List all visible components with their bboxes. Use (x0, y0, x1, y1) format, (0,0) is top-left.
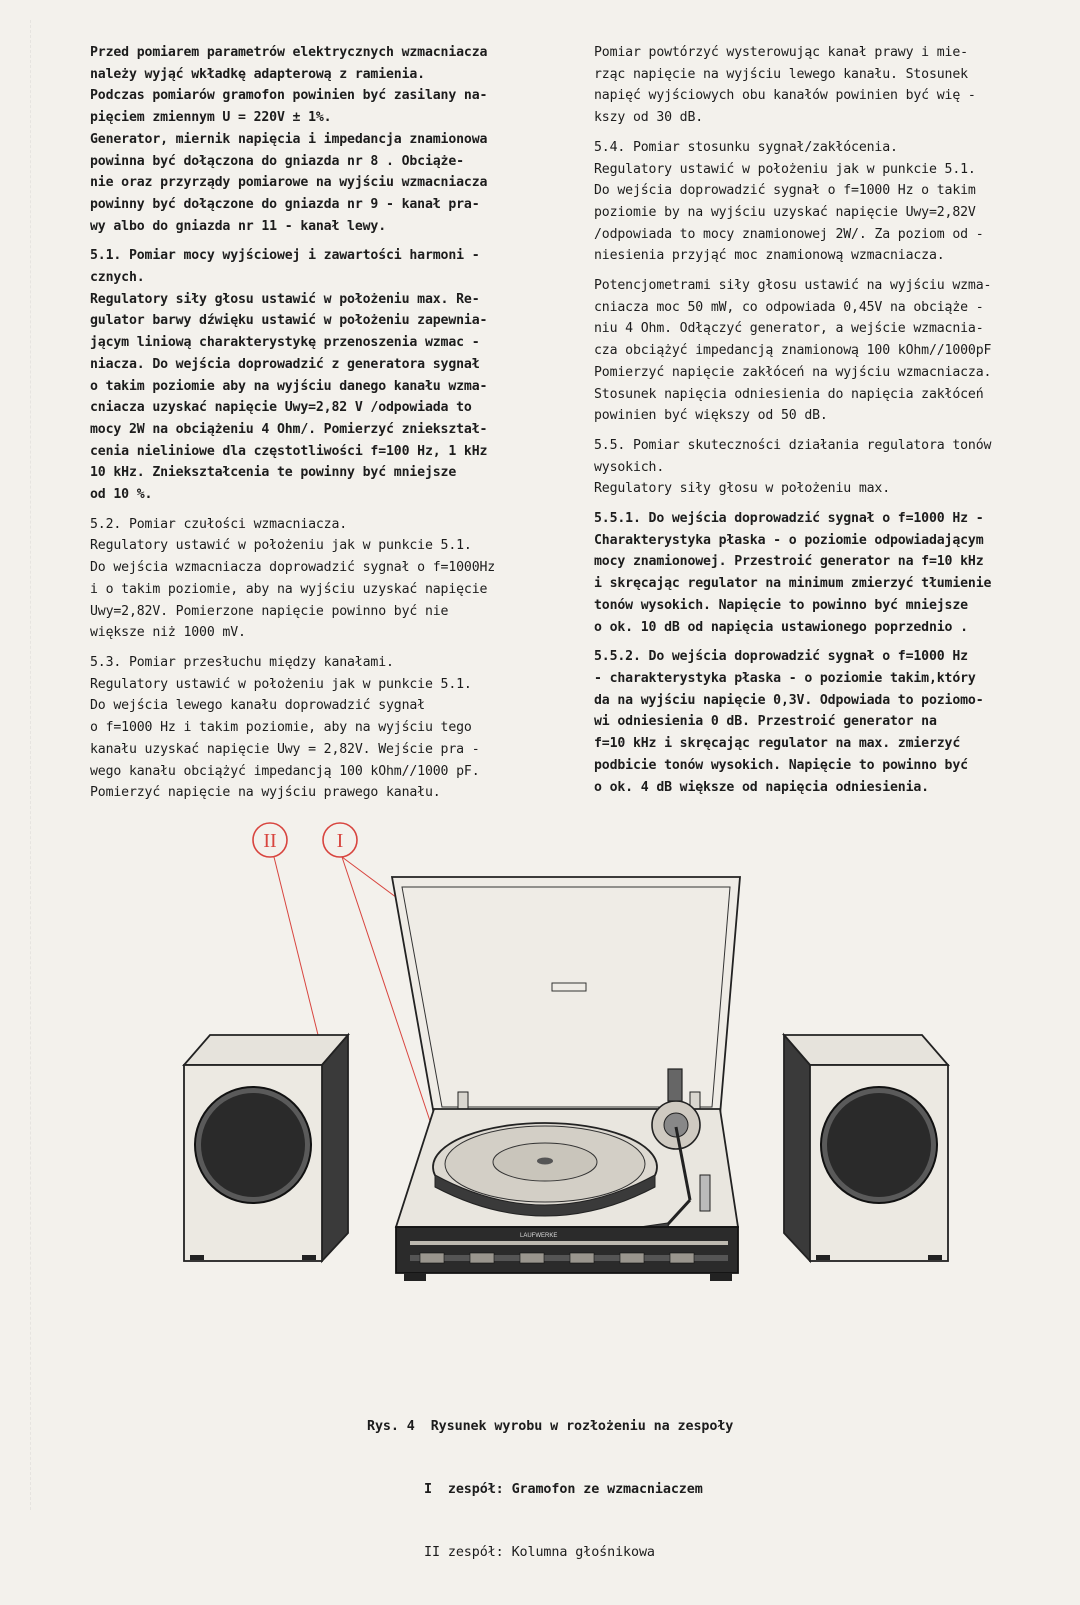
section-5-3-continued: Pomiar powtórzyć wysterowując kanał prawy i mie- rząc napięcie na wyjściu lewego kanału. Stosunek napięć wyjściowych obu kanałów powinien być wię - kszy od 30 dB. (594, 45, 976, 126)
section-5-3: 5.3. Pomiar przesłuchu między kanałami. Regulatory ustawić w położeniu jak w punkcie 5.1. Do wejścia lewego kanału doprowadzić sygnał o f=1000 Hz i takim poziomie, aby na wyjściu tego kanału uzyskać napięcie Uwy = 2,82V. Wejście pra - wego kanału obciążyć impedancją 100 kOhm//1000 pF. Pomierzyć napięcie na wyjściu prawego kanału. (90, 654, 480, 801)
callout-ii (253, 823, 320, 1043)
caption-item-1: I zespół: Gramofon ze wzmacniaczem (424, 1482, 703, 1497)
section-5-4-continued: Potencjometrami siły głosu ustawić na wyjściu wzma- cniacza moc 50 mW, co odpowiada 0,45V na obciąże - niu 4 Ohm. Odłączyć generator, a wejście wzmacnia- cza obciążyć impedancją znamionową 100 kOhm//1000pF Pomierzyć napięcie zakłóceń na wyjściu wzmacniacza. Stosunek napięcia odniesienia do napięcia zakłóceń powinien być większy od 50 dB. (594, 278, 992, 424)
panel-text: LAUFWERKE (520, 1233, 558, 1239)
caption-label: Rys. 4 (367, 1419, 415, 1434)
intro-paragraph: Przed pomiarem parametrów elektrycznych wzmacniacza należy wyjąć wkładkę adapterową z ramienia. Podczas pomiarów gramofon powinien być zasilany na- pięciem zmiennym U = 220V ± 1%. Generator, miernik napięcia i impedancja znamionowa powinna być dołączona do gniazda nr 8 . Obciąże- nie oraz przyrządy pomiarowe na wyjściu wzmacniacza powinny być dołączone do gniazda nr 9 - kanał pra- wy albo do gniazda nr 11 - kanał lewy. (90, 45, 488, 234)
section-5-5-2: 5.5.2. Do wejścia doprowadzić sygnał o f=1000 Hz - charakterystyka płaska - o poziomie takim,który da na wyjściu napięcie 0,3V. Odpowiada to poziomo- wi odniesienia 0 dB. Przestroić generator na f=10 kHz i skręcając regulator na max. zmierzyć podbicie tonów wysokich. Napięcie to powinno być o ok. 4 dB większe od napięcia odniesienia. (594, 649, 984, 795)
caption-item-2: II zespół: Kolumna głośnikowa (424, 1545, 655, 1560)
left-speaker (184, 1035, 348, 1261)
turntable-figure (170, 815, 990, 1375)
caption-title-line (367, 1416, 733, 1437)
section-5-5: 5.5. Pomiar skuteczności działania regulatora tonów wysokich. Regulatory siły głosu w położeniu max. (594, 437, 992, 497)
caption-title: Rysunek wyrobu w rozłożeniu na zespoły (430, 1419, 734, 1434)
figure-caption (367, 1374, 733, 1605)
section-5-5-1: 5.5.1. Do wejścia doprowadzić sygnał o f=1000 Hz - Charakterystyka płaska - o poziomie odpowiadającym mocy znamionowej. Przestroić generator na f=10 kHz i skręcając regulator na minimum zmierzyć tłumienie tonów wysokich. Napięcie to powinno być mniejsze o ok. 10 dB od napięcia ustawionego poprzednio . (594, 511, 992, 635)
callout-i-label: I (336, 830, 344, 852)
turntable (392, 877, 740, 1281)
right-speaker (784, 1035, 948, 1261)
right-text-column (594, 42, 1056, 806)
callout-ii-label: II (263, 830, 277, 852)
section-5-4: 5.4. Pomiar stosunku sygnał/zakłócenia. Regulatory ustawić w położeniu jak w punkcie 5.1. Do wejścia doprowadzić sygnał o f=1000 Hz o takim poziomie by na wyjściu uzyskać napięcie Uwy=2,82V /odpowiada to mocy znamionowej 2W/. Za poziom od - niesienia przyjąć moc znamionową wzmacniacza. (594, 139, 984, 264)
section-5-1: 5.1. Pomiar mocy wyjściowej i zawartości harmoni - cznych. Regulatory siły głosu ustawić w położeniu max. Re- gulator barwy dźwięku ustawić w położeniu zapewnia- jącym liniową charakterystykę przenoszenia wzmac - niacza. Do wejścia doprowadzić z generatora sygnał o takim poziomie aby na wyjściu danego kanału wzma- cniacza uzyskać napięcie Uwy=2,82 V /odpowiada to mocy 2W na obciążeniu 4 Ohm/. Pomierzyć zniekształ- cenia nieliniowe dla częstotliwości f=100 Hz, 1 kHz 10 kHz. Zniekształcenia te powinny być mniejsze od 10 %. (90, 248, 488, 503)
left-text-column (90, 42, 552, 812)
section-5-2: 5.2. Pomiar czułości wzmacniacza. Regulatory ustawić w położeniu jak w punkcie 5.1. Do wejścia wzmacniacza doprowadzić sygnał o f=1000Hz i o takim poziomie, aby na wyjściu uzyskać napięcie Uwy=2,82V. Pomierzone napięcie powinno być nie większe niż 1000 mV. (90, 516, 496, 641)
